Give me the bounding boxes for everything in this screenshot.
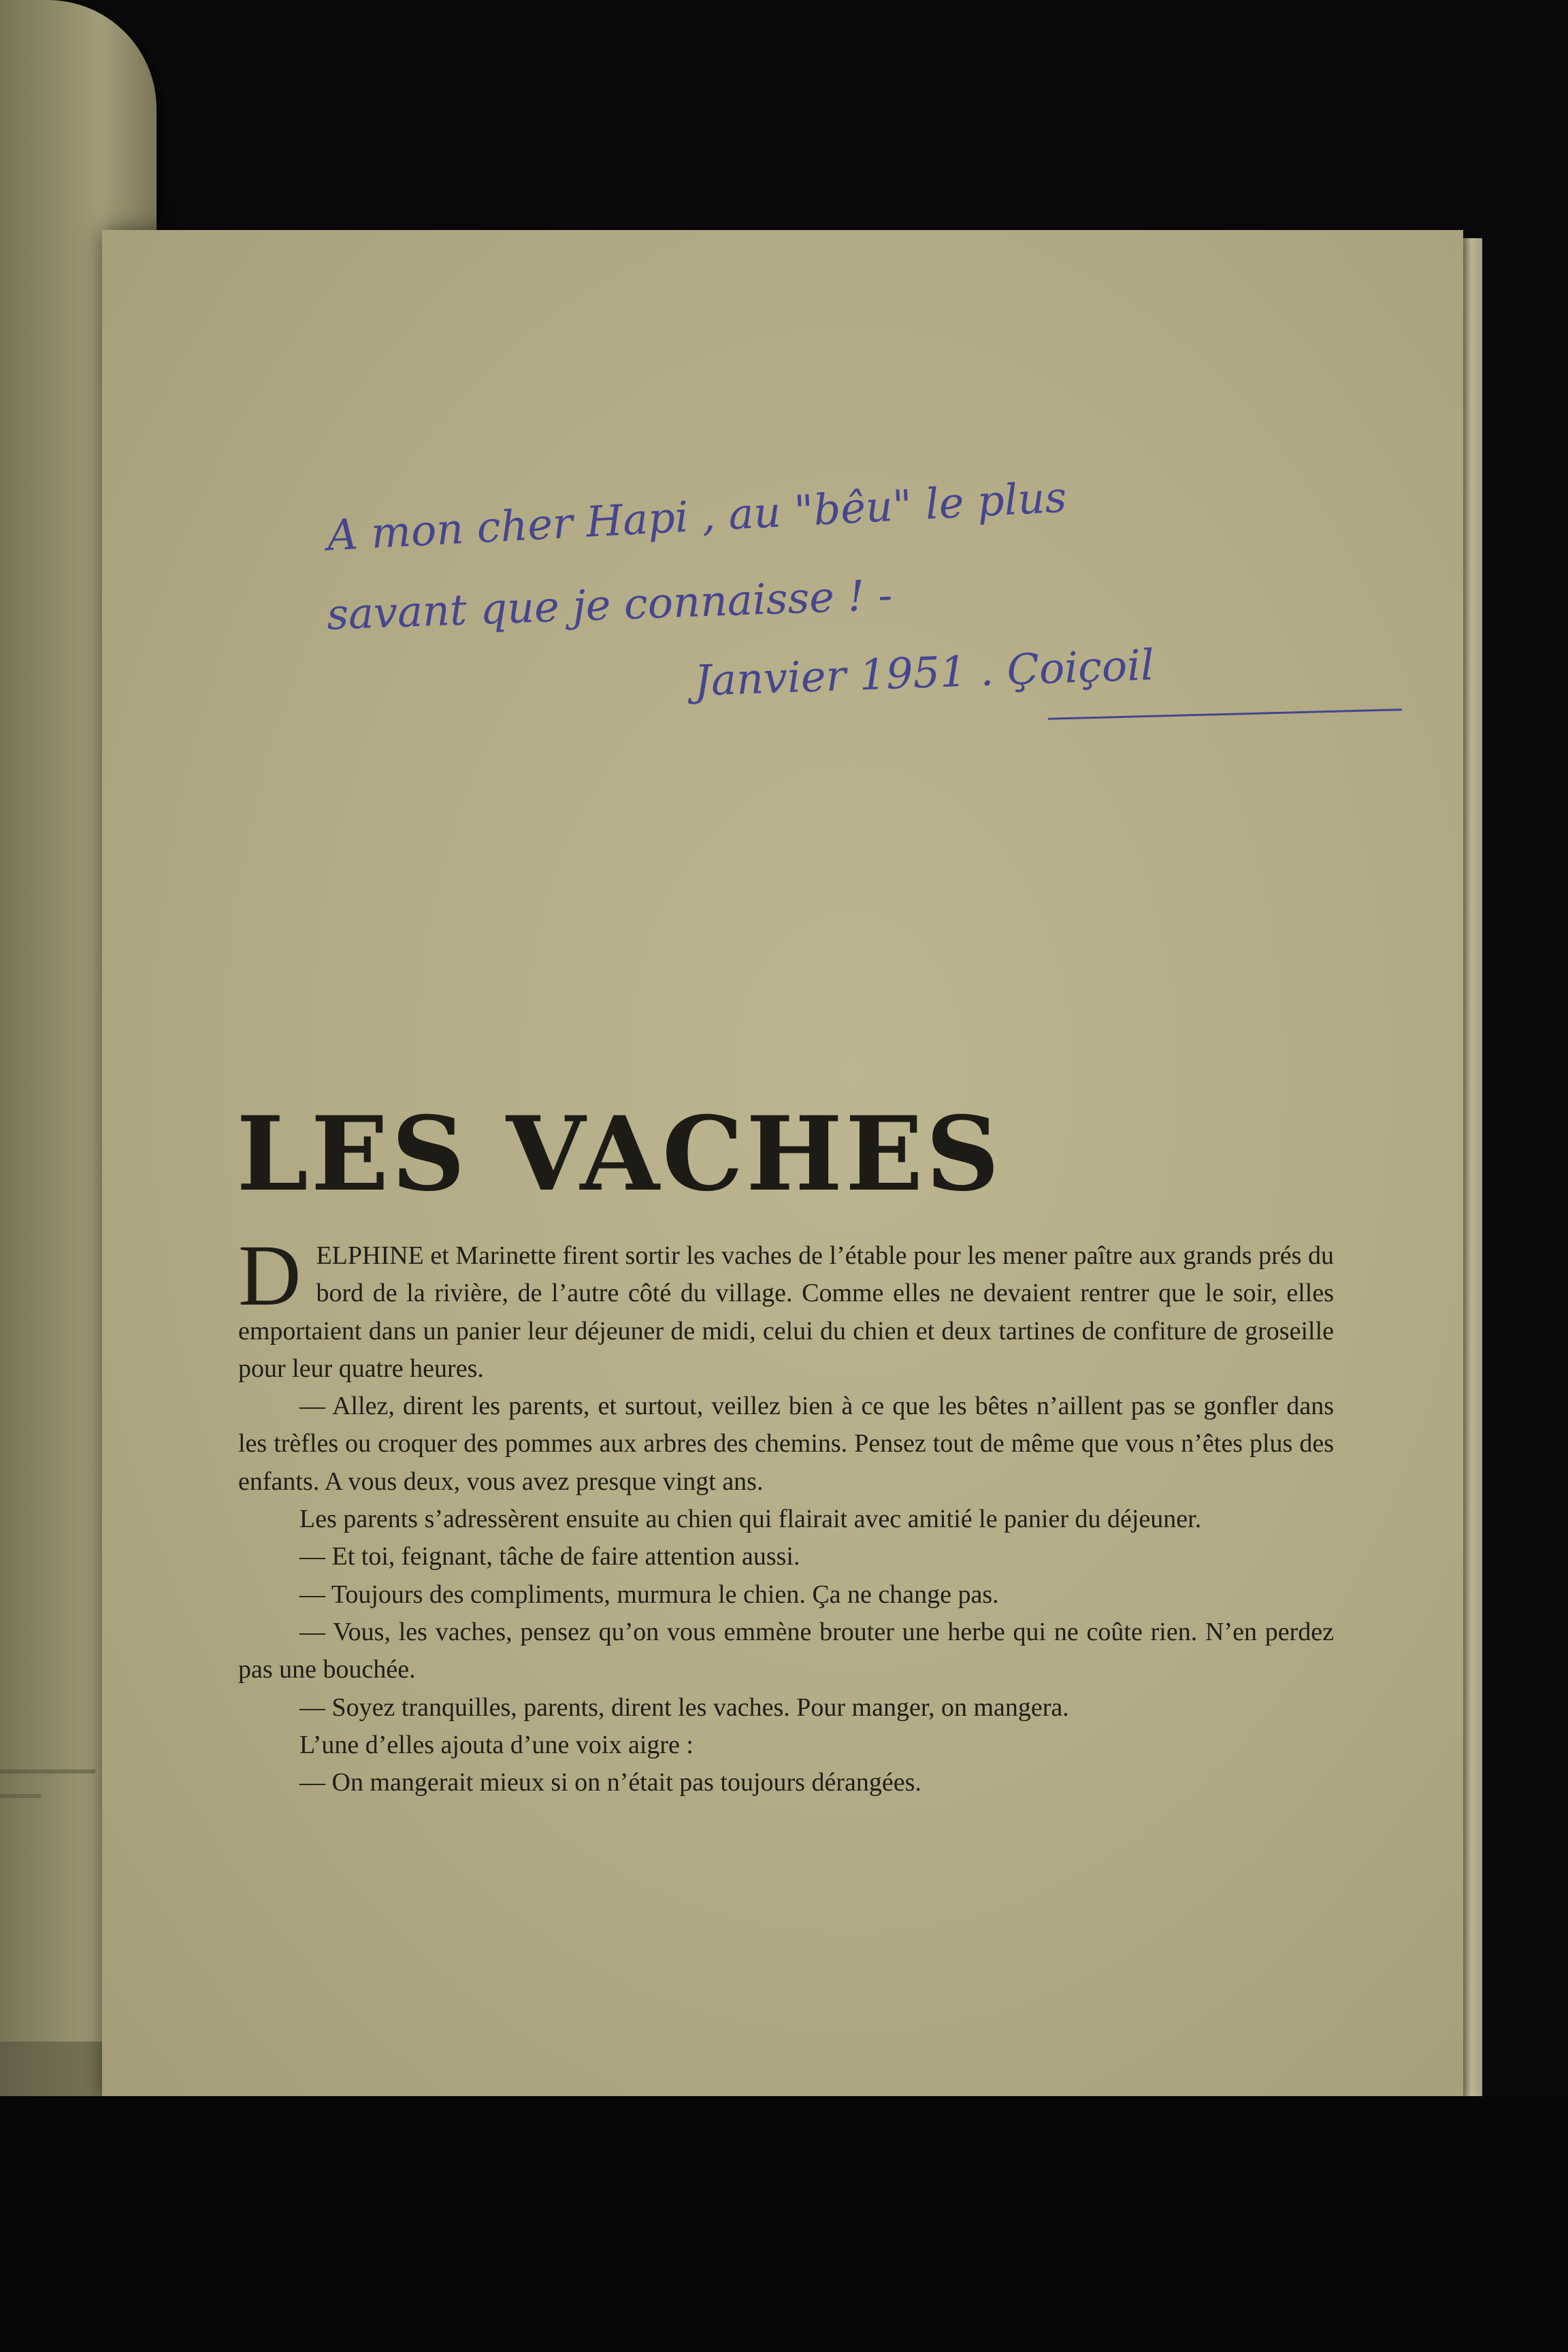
signature-underline <box>1048 708 1402 720</box>
paragraph <box>238 1227 1334 1388</box>
paragraph: — Soyez tranquilles, parents, dirent les vaches. Pour manger, on mangera. <box>299 1693 1069 1722</box>
page-edge <box>1463 238 1482 2100</box>
dedication-line-2: savant que je connaisse ! - <box>325 570 894 640</box>
chapter-title <box>102 1094 1463 1214</box>
book-page <box>102 230 1463 2102</box>
dedication-line-1: A mon cher Hapi , au "bêu" le plus <box>325 472 1068 561</box>
dedication-line-3: Janvier 1951 . Çoiçoil <box>693 640 1155 706</box>
chapter-title-text: LES VACHES <box>236 1094 1002 1214</box>
drop-cap: D <box>238 1227 301 1324</box>
paragraph: L’une d’elles ajouta d’une voix aigre : <box>299 1730 693 1759</box>
paragraph: — Allez, dirent les parents, et surtout, veillez bien à ce que les bêtes n’aillent pas se gonfler dans les trèfles ou croquer des pommes aux arbres des chemins. Pensez tout de même que vous n’êtes plus des enfants. A vous deux, vous avez presque vingt ans. <box>238 1392 1334 1496</box>
paragraph: — Toujours des compliments, murmura le chien. Ça ne change pas. <box>299 1580 999 1609</box>
paragraph: — On mangerait mieux si on n’était pas toujours dérangées. <box>299 1768 921 1797</box>
paragraph: — Et toi, feignant, tâche de faire attention aussi. <box>299 1542 800 1571</box>
paragraph: — Vous, les vaches, pensez qu’on vous emmène brouter une herbe qui ne coûte rien. N’en perdez pas une bouchée. <box>238 1617 1334 1684</box>
paragraph-lead-word: ELPHINE <box>316 1241 424 1270</box>
chapter-body <box>238 1227 1334 1801</box>
background-shadow <box>0 2096 1568 2352</box>
facing-page-text <box>0 1763 109 1798</box>
paragraph: Les parents s’adressèrent ensuite au chien qui flairait avec amitié le panier du déjeuner. <box>299 1505 1202 1534</box>
paragraph-text: et Marinette firent sortir les vaches de l’étable pour les mener paître aux grands prés du bord de la rivière, de l’autre côté du village. Comme elles ne devaient rentrer que le soir, elles emportaient dans un panier leur déjeuner de midi, celui du chien et deux tartines de confiture de groseille pour leur quatre heures. <box>238 1241 1334 1383</box>
